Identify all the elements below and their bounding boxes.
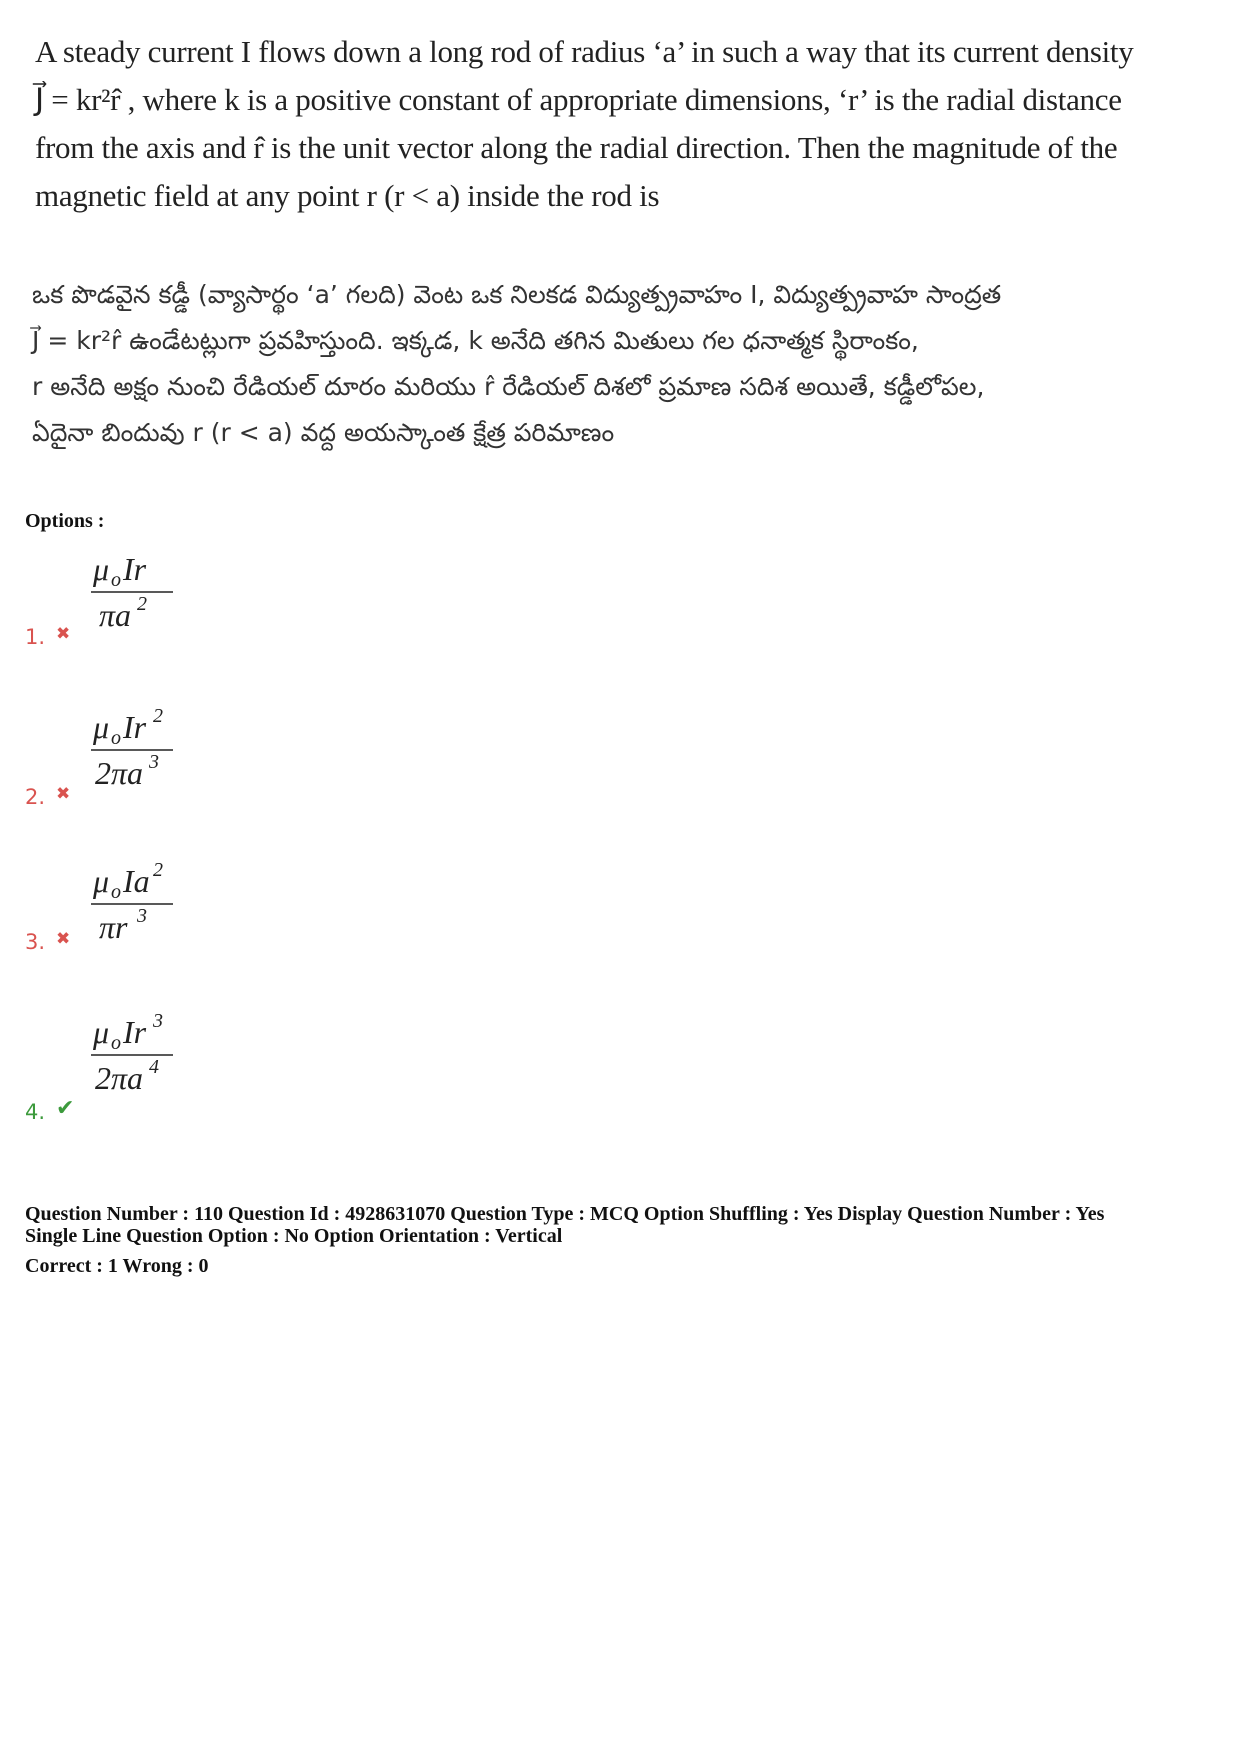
option-formula bbox=[85, 698, 195, 798]
denominator-text: πa bbox=[99, 597, 132, 633]
option-formula bbox=[85, 540, 195, 640]
question-line: A steady current I flows down a long rod of radius ‘a’ in such a way that its current density bbox=[35, 34, 1134, 69]
denominator-superscript: 3 bbox=[149, 751, 159, 773]
numerator-subscript: o bbox=[111, 1032, 121, 1054]
option-number: 2. bbox=[25, 785, 46, 809]
question-text-english bbox=[35, 28, 1175, 220]
numerator-subscript: o bbox=[111, 727, 121, 749]
numerator-mu: μ bbox=[93, 709, 110, 745]
numerator-superscript: 2 bbox=[153, 705, 163, 727]
wrong-cross-icon: ✖ bbox=[56, 624, 71, 644]
question-text-telugu bbox=[32, 272, 1182, 456]
question-meta-line-1: Question Number : 110 Question Id : 4928631070 Question Type : MCQ Option Shuffling : Yes Display Question Number : Yes bbox=[25, 1203, 1105, 1225]
question-line: r అనేది అక్షం నుంచి రేడియల్ దూరం మరియు r̂ రేడియల్ దిశలో ప్రమాణ సదిశ అయితే, కడ్డీలోపల, bbox=[32, 372, 985, 401]
denominator-text: 2πa bbox=[95, 1060, 144, 1096]
numerator-mu: μ bbox=[93, 551, 110, 587]
question-line: J⃗ = kr²r̂ ఉండేటట్లుగా ప్రవహిస్తుంది. ఇక్కడ, k అనేది తగిన మితులు గల ధనాత్మక స్థిరాంకం, bbox=[32, 326, 919, 355]
denominator-superscript: 4 bbox=[149, 1056, 159, 1078]
denominator-text: 2πa bbox=[95, 755, 144, 791]
numerator-text: Ia bbox=[123, 863, 150, 899]
option-number: 3. bbox=[25, 930, 46, 954]
numerator-superscript: 3 bbox=[153, 1010, 163, 1032]
wrong-cross-icon: ✖ bbox=[56, 929, 71, 949]
question-line: ఒక పొడవైన కడ్డీ (వ్యాసార్థం ‘a’ గలది) వెంట ఒక నిలకడ విద్యుత్ప్రవాహం I, విద్యుత్ప్రవాహ సాంద్రత bbox=[32, 280, 1002, 309]
question-line: from the axis and r̂ is the unit vector along the radial direction. Then the magnitude of the bbox=[35, 130, 1118, 165]
question-line: ఏదైనా బిందువు r (r < a) వద్ద అయస్కాంత క్షేత్ర పరిమాణం bbox=[32, 418, 615, 447]
wrong-cross-icon: ✖ bbox=[56, 784, 71, 804]
numerator-mu: μ bbox=[93, 863, 110, 899]
correct-check-icon: ✔ bbox=[56, 1096, 75, 1121]
denominator-superscript: 3 bbox=[137, 905, 147, 927]
numerator-subscript: o bbox=[111, 881, 121, 903]
denominator-superscript: 2 bbox=[137, 593, 147, 615]
option-number: 4. bbox=[25, 1100, 46, 1124]
numerator-mu: μ bbox=[93, 1014, 110, 1050]
options-label: Options : bbox=[25, 510, 105, 532]
question-line: magnetic field at any point r (r < a) inside the rod is bbox=[35, 178, 660, 213]
option-formula bbox=[85, 1003, 195, 1103]
question-meta-line-3: Correct : 1 Wrong : 0 bbox=[25, 1255, 209, 1277]
numerator-text: Ir bbox=[123, 551, 147, 587]
option-formula bbox=[85, 852, 195, 952]
numerator-text: Ir bbox=[123, 1014, 147, 1050]
numerator-subscript: o bbox=[111, 569, 121, 591]
question-line: J⃗ = kr²r̂ , where k is a positive constant of appropriate dimensions, ‘r’ is the radial distance bbox=[35, 82, 1122, 117]
denominator-text: πr bbox=[99, 909, 128, 945]
numerator-superscript: 2 bbox=[153, 859, 163, 881]
numerator-text: Ir bbox=[123, 709, 147, 745]
option-number: 1. bbox=[25, 625, 46, 649]
question-meta-line-2: Single Line Question Option : No Option Orientation : Vertical bbox=[25, 1225, 563, 1247]
